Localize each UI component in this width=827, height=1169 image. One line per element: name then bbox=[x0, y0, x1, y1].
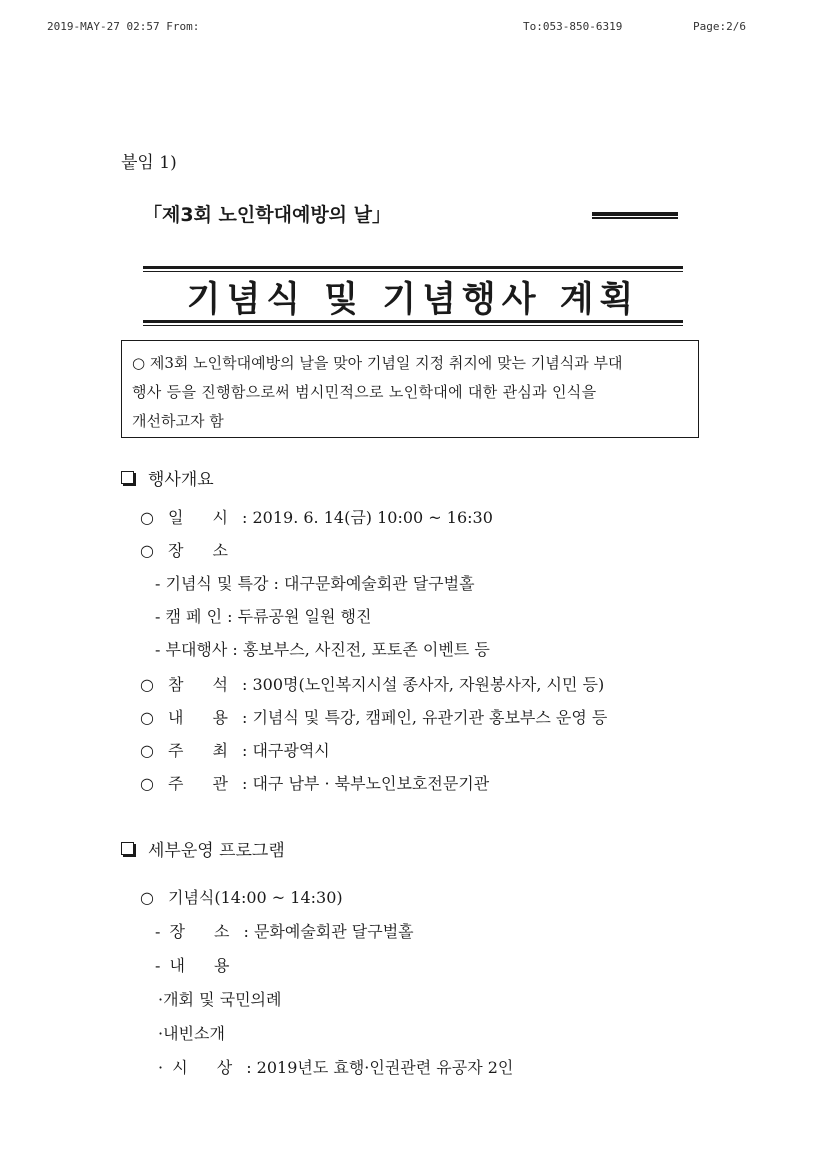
item-value: : 기념식 및 특강, 캠페인, 유관기관 홍보부스 운영 등 bbox=[242, 708, 608, 727]
dot-bullet: · bbox=[158, 1058, 164, 1077]
circle-bullet-icon: ○ bbox=[140, 708, 154, 727]
list-item bbox=[158, 987, 281, 1010]
dash-bullet: - bbox=[155, 607, 161, 626]
item-label: 장 bbox=[169, 922, 185, 941]
item-label: 상 bbox=[216, 1058, 233, 1077]
item-label: 기념식 및 특강 bbox=[165, 574, 269, 593]
item-label: 부대행사 bbox=[165, 640, 228, 659]
ceremony-title: 기념식(14:00 ~ 14:30) bbox=[168, 888, 343, 907]
circle-bullet-icon: ○ bbox=[140, 741, 154, 760]
fax-page: Page:2/6 bbox=[693, 20, 746, 33]
list-item bbox=[155, 637, 490, 660]
item-label: 시 bbox=[172, 1058, 188, 1077]
list-item bbox=[155, 604, 371, 627]
item-label: 시 bbox=[212, 508, 228, 527]
dot-bullet: · bbox=[158, 990, 164, 1009]
item-label: 캠 페 인 bbox=[165, 607, 223, 626]
list-item bbox=[155, 919, 414, 942]
list-item bbox=[155, 953, 244, 976]
item-value: : 300명(노인복지시설 종사자, 자원봉사자, 시민 등) bbox=[242, 675, 605, 694]
list-item bbox=[158, 1021, 225, 1044]
item-label: 용 bbox=[212, 708, 228, 727]
item-value: : 대구문화예술회관 달구벌홀 bbox=[273, 574, 475, 593]
list-item bbox=[140, 672, 604, 695]
dash-bullet: - bbox=[155, 574, 161, 593]
list-item bbox=[140, 705, 607, 728]
event-subtitle: 「제3회 노인학대예방의 날」 bbox=[143, 204, 391, 226]
dash-bullet: - bbox=[155, 640, 161, 659]
item-value: : 두류공원 일원 행진 bbox=[227, 607, 372, 626]
item-label: 주 bbox=[168, 774, 184, 793]
summary-line: 개선하고자 함 bbox=[132, 412, 224, 430]
summary-box bbox=[121, 340, 699, 438]
item-label: 소 bbox=[212, 541, 228, 560]
item-label: 소 bbox=[214, 922, 230, 941]
section-heading-program bbox=[121, 836, 285, 861]
item-label: 석 bbox=[212, 675, 228, 694]
list-item bbox=[140, 771, 489, 794]
item-label: 용 bbox=[214, 956, 230, 975]
list-item bbox=[158, 1055, 513, 1078]
item-label: 장 bbox=[168, 541, 184, 560]
list-item bbox=[140, 505, 493, 528]
page-title: 기념식 및 기념행사 계획 bbox=[186, 280, 640, 320]
item-label: 최 bbox=[212, 741, 228, 760]
checkbox-square-icon bbox=[121, 842, 134, 855]
checkbox-square-icon bbox=[121, 471, 134, 484]
item-label: 내 bbox=[168, 708, 184, 727]
list-item bbox=[140, 738, 330, 761]
item-label: 일 bbox=[168, 508, 184, 527]
list-item bbox=[140, 538, 242, 561]
summary-line: ○ 제3회 노인학대예방의 날을 맞아 기념일 지정 취지에 맞는 기념식과 부대 bbox=[132, 354, 623, 372]
fax-header bbox=[0, 20, 827, 36]
list-item bbox=[140, 885, 343, 908]
section-heading-text: 세부운영 프로그램 bbox=[148, 841, 285, 861]
step-text: 내빈소개 bbox=[163, 1024, 225, 1043]
section-heading-text: 행사개요 bbox=[148, 470, 214, 490]
fax-recipient: To:053-850-6319 bbox=[523, 20, 623, 33]
circle-bullet-icon: ○ bbox=[140, 508, 154, 527]
fax-date: 2019-MAY-27 02:57 From: bbox=[47, 20, 200, 33]
dash-bullet: - bbox=[155, 956, 161, 975]
item-value: : 2019년도 효행·인권관련 유공자 2인 bbox=[246, 1058, 514, 1077]
title-rule-bottom bbox=[143, 320, 683, 326]
item-value: : 문화예술회관 달구벌홀 bbox=[243, 922, 414, 941]
circle-bullet-icon: ○ bbox=[140, 675, 154, 694]
list-item bbox=[155, 571, 475, 594]
summary-line: 행사 등을 진행함으로써 범시민적으로 노인학대에 대한 관심과 인식을 bbox=[132, 383, 597, 401]
circle-bullet-icon: ○ bbox=[140, 541, 154, 560]
dash-bullet: - bbox=[155, 922, 161, 941]
item-label: 내 bbox=[169, 956, 185, 975]
circle-bullet-icon: ○ bbox=[140, 774, 154, 793]
circle-bullet-icon: ○ bbox=[140, 888, 154, 907]
item-label: 관 bbox=[212, 774, 228, 793]
section-heading-overview bbox=[121, 465, 214, 490]
decorative-rule-short bbox=[592, 212, 678, 219]
dot-bullet: · bbox=[158, 1024, 164, 1043]
item-value: : 대구광역시 bbox=[242, 741, 330, 760]
item-label: 주 bbox=[168, 741, 184, 760]
item-value: : 2019. 6. 14(금) 10:00 ~ 16:30 bbox=[242, 508, 493, 527]
item-value: : 홍보부스, 사진전, 포토존 이벤트 등 bbox=[232, 640, 490, 659]
attachment-label: 붙임 1) bbox=[121, 153, 177, 173]
item-label: 참 bbox=[168, 675, 184, 694]
item-value: : 대구 남부 · 북부노인보호전문기관 bbox=[242, 774, 490, 793]
step-text: 개회 및 국민의례 bbox=[163, 990, 282, 1009]
